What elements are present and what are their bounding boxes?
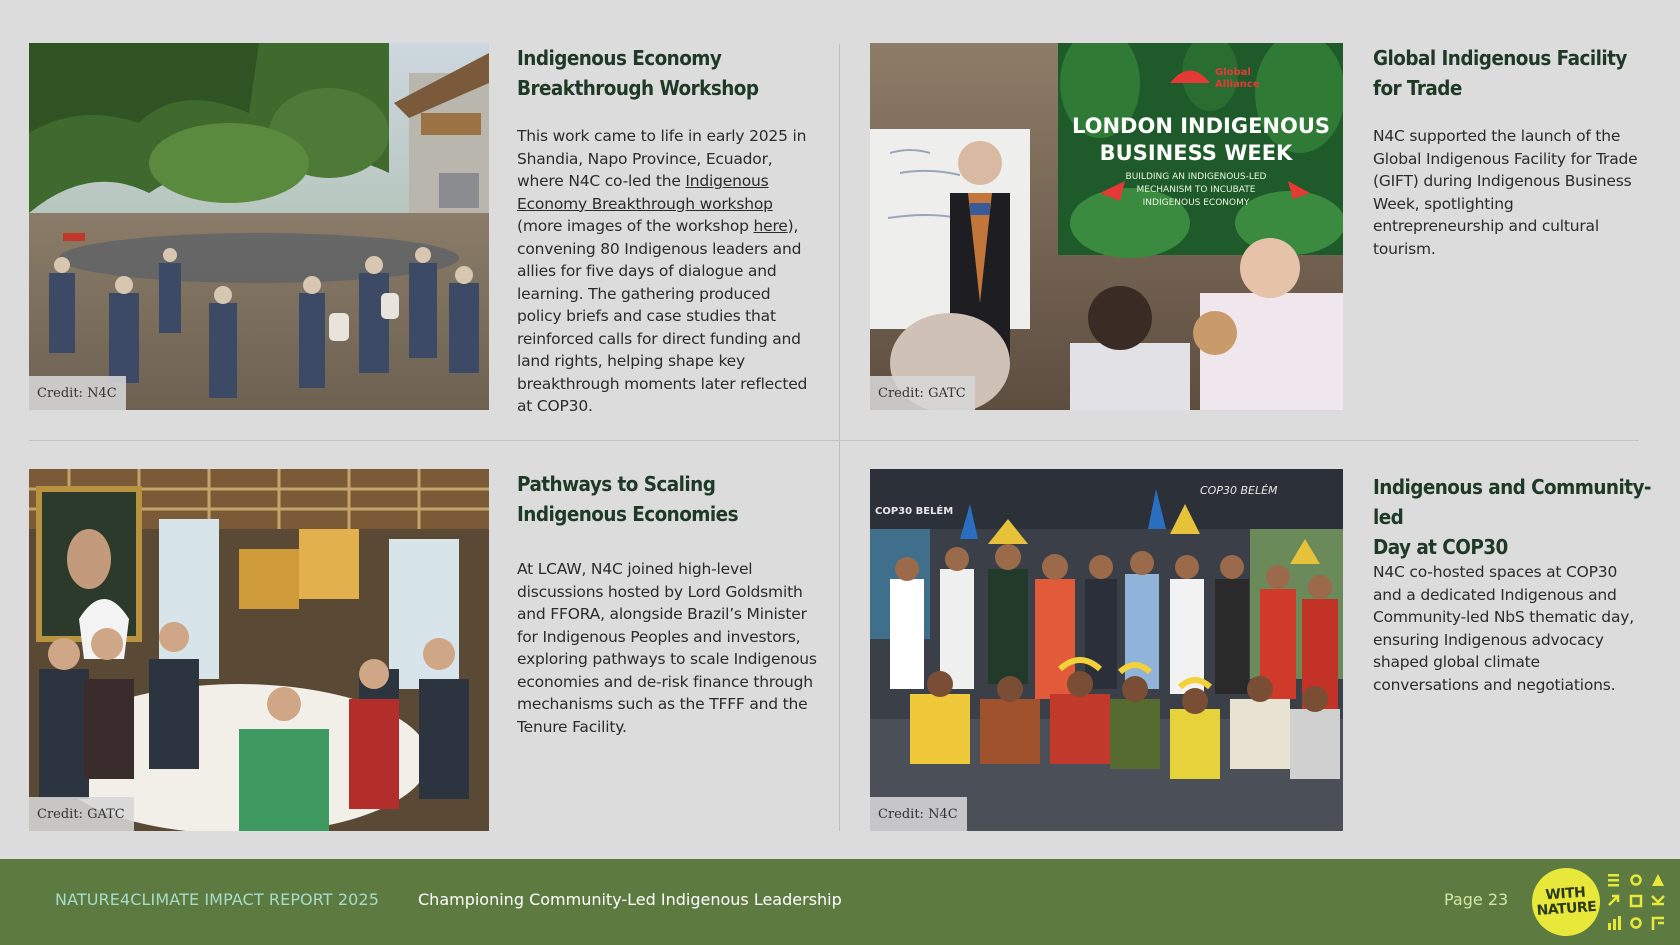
column-divider [839, 44, 840, 831]
article-body: At LCAW, N4C joined high-level discussions hosted by Lord Goldsmith and FFORA, alongside Brazil’s Minister for Indigenous Peoples and investors, exploring pathways to scale Indigenous economies and de-risk finance through mechanisms such as the TFFF and the Tenure Facility. [517, 560, 817, 736]
footer-bar [0, 859, 1680, 945]
screen-subtitle: INDIGENOUS ECONOMY [1142, 198, 1250, 208]
section-title: Championing Community-Led Indigenous Leadership [418, 890, 842, 909]
photo-credit: Credit: GATC [870, 376, 975, 410]
business-week-photo [870, 43, 1343, 410]
screen-logo: Alliance [1215, 79, 1260, 90]
banner-text: COP30 BELÉM [875, 506, 954, 517]
photo-credit: Credit: N4C [29, 376, 126, 410]
article-heading: Indigenous Economy Breakthrough Workshop [517, 46, 759, 100]
nature-pictogram-icon [1606, 871, 1666, 935]
report-title: NATURE4CLIMATE IMPACT REPORT 2025 [55, 890, 379, 909]
row-divider [29, 440, 1639, 441]
screen-logo: Global [1215, 67, 1251, 78]
banner-text: COP30 BELÉM [1200, 484, 1278, 497]
photo-credit: Credit: N4C [870, 797, 967, 831]
more-images-link[interactable]: here [753, 217, 788, 235]
cop30-photo [870, 469, 1343, 831]
screen-subtitle: BUILDING AN INDIGENOUS-LED [1125, 172, 1267, 182]
screen-title: BUSINESS WEEK [1099, 141, 1293, 165]
with-nature-logo: WITH NATURE [1530, 866, 1603, 939]
article-body: N4C co-hosted spaces at COP30 and a dedicated Indigenous and Community-led NbS thematic day, ensuring Indigenous advocacy shaped global climate conversations and negotiations. [1373, 563, 1634, 694]
screen-title: LONDON INDIGENOUS [1071, 114, 1331, 138]
article-body: N4C supported the launch of the Global Indigenous Facility for Trade (GIFT) during Indigenous Business Week, spotlighting entrepreneurship and cultural tourism. [1373, 127, 1638, 258]
article-body: This work came to life in early 2025 in Shandia, Napo Province, Ecuador, where N4C co-led the Indigenous Economy Breakthrough workshop (more images of the workshop here), convening 80 Indigenous leaders and allies for five days of dialogue and learning. The gathering produced policy briefs and case studies that reinforced calls for direct funding and land rights, helping shape key breakthrough moments later reflected at COP30. [517, 127, 808, 415]
workshop-photo [29, 43, 489, 410]
article-heading: Pathways to Scaling Indigenous Economies [517, 472, 739, 526]
article-heading: Indigenous and Community-led Day at COP30 [1373, 475, 1651, 559]
page-number: Page 23 [1444, 890, 1509, 909]
article-heading: Global Indigenous Facility for Trade [1373, 46, 1627, 100]
workshop-link[interactable]: Indigenous Economy Breakthrough workshop [517, 172, 773, 213]
roundtable-photo [29, 469, 489, 831]
screen-subtitle: MECHANISM TO INCUBATE [1136, 185, 1256, 195]
photo-credit: Credit: GATC [29, 797, 134, 831]
